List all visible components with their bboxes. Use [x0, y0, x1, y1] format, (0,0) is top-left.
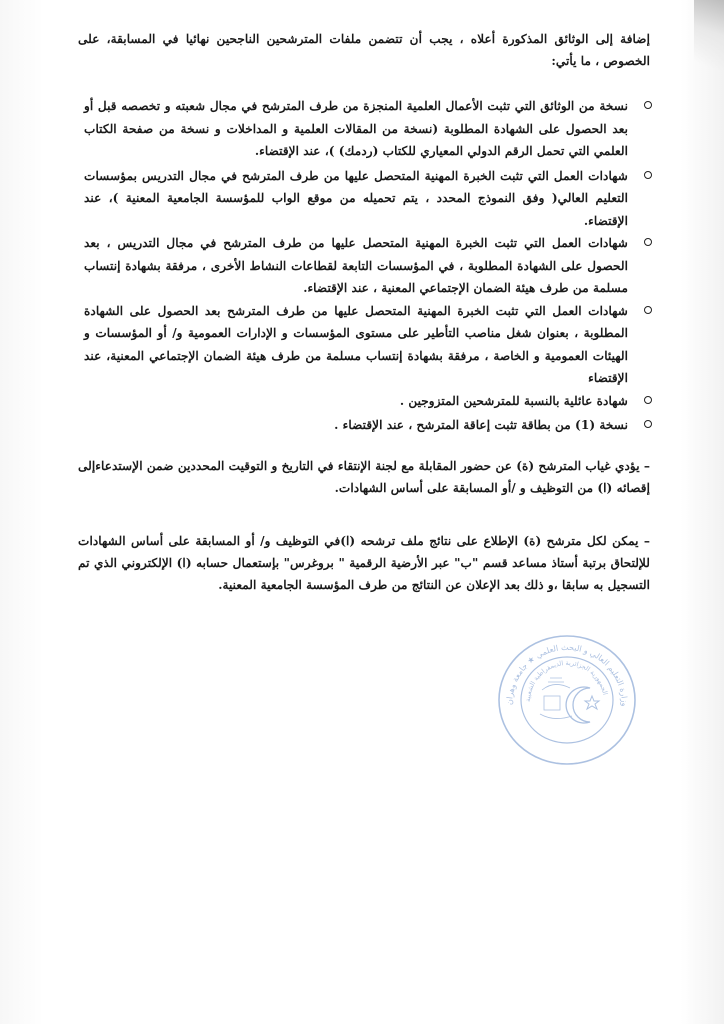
list-item: [84, 232, 654, 300]
list-item: [84, 414, 654, 437]
list-item: [84, 165, 654, 233]
list-item: [84, 390, 654, 413]
list-item-text: شهادات العمل التي تثبت الخبرة المهنية المتحصل عليها من طرف المترشح بعد الحصول على الشهادة المطلوبة ، بعنوان شغل مناصب التأطير على مستوى المؤسسات و الإدارات العمومية و/ أو المؤسسات و الهيئات العمومية و الخاصة ، مرفقة بشهادة إنتساب مسلمة من طرف هيئة الضمان الإجتماعي المعنية، عند الإقتضاء: [84, 303, 628, 385]
circle-bullet-icon: [644, 420, 652, 428]
circle-bullet-icon: [644, 306, 652, 314]
results-paragraph: – يمكن لكل مترشح (ة) الإطلاع على نتائج ملف ترشحه (ا)في التوظيف و/ أو المسابقة على أساس الشهادات للإلتحاق برتبة أستاذ مساعد قسم "ب" عبر الأرضية الرقمية " بروغرس" بإستعمال حسابه (ا) الإلكتروني الذي تم التسجيل به سابقا ،و ذلك بعد الإعلان عن النتائج من طرف المؤسسة الجامعية المعنية.: [78, 534, 650, 592]
required-documents-list: [84, 95, 654, 439]
crescent-icon: [566, 687, 590, 723]
stamp-outer-text: وزارة التعليم العالي و البحث العلمي ★ جامعة وهران: [504, 642, 630, 707]
list-item: [84, 95, 654, 163]
circle-bullet-icon: [644, 238, 652, 246]
list-item-text: شهادات العمل التي تثبت الخبرة المهنية المتحصل عليها من طرف المترشح في مجال التدريس ، بعد الحصول على الشهادة المطلوبة ، في المؤسسات التابعة لقطاعات النشاط الأخرى ، مرفقة بشهادة إنتساب مسلمة من طرف هيئة الضمان الإجتماعي المعنية ، عند الإقتضاء.: [84, 236, 628, 295]
page-corner-shadow: [694, 0, 724, 80]
star-icon: [585, 696, 599, 709]
circle-bullet-icon: [644, 396, 652, 404]
stamp-inner-text: الجمهورية الجزائرية الديمقراطية الشعبية: [523, 658, 610, 703]
list-item-text: نسخة من الوثائق التي تثبت الأعمال العلمية المنجزة من طرف المترشح في مجال شعبته و تخصصه قبل أو بعد الحصول على الشهادة المطلوبة (نسخة من المقالات العلمية و المداخلات و نسخة من صفحة الكتاب العلمي التي تحمل الرقم الدولي المعياري للكتاب (ردمك) )، عند الإقتضاء.: [84, 99, 628, 158]
list-item: [84, 300, 654, 390]
list-item-text: شهادات العمل التي تثبت الخبرة المهنية المتحصل عليها من طرف المترشح في مجال التدريس بمؤسسات التعليم العالي( وفق النموذج المحدد ، يتم تحميله من موقع الواب للمؤسسة الجامعية المعنية )، عند الإقتضاء.: [84, 168, 628, 228]
circle-bullet-icon: [644, 171, 652, 179]
list-item-text: نسخة (1) من بطاقة تثبت إعاقة المترشح ، عند الإقتضاء .: [334, 418, 628, 432]
intro-paragraph: إضافة إلى الوثائق المذكورة أعلاه ، يجب أن تتضمن ملفات المترشحين الناجحين نهائيا في المسابقة، على الخصوص ، ما يأتي:: [78, 32, 650, 68]
list-item-text: شهادة عائلية بالنسبة للمترشحين المتزوجين .: [399, 393, 628, 408]
official-stamp: [492, 630, 642, 770]
circle-bullet-icon: [644, 101, 652, 109]
absence-paragraph: – يؤدي غياب المترشح (ة) عن حضور المقابلة مع لجنة الإنتقاء في التاريخ و التوقيت المحددين ضمن الإستدعاءإلى إقصائه (ا) من التوظيف و /أو المسابقة على أساس الشهادات.: [78, 459, 650, 495]
